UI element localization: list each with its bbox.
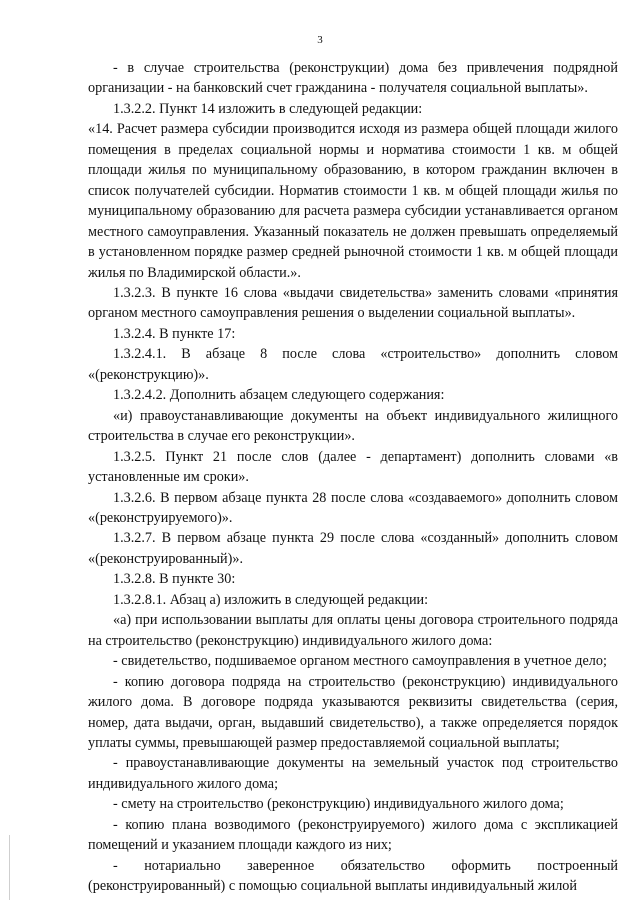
paragraph: - свидетельство, подшиваемое органом местного самоуправления в учетное дело; (113, 653, 607, 670)
paragraph: 1.3.2.5. Пункт 21 после слов (далее - департамент) дополнить словами «в установленные им сроки». (88, 448, 618, 486)
paragraph: 1.3.2.4.1. В абзаце 8 после слова «строительство» дополнить словом «(реконструкцию)». (88, 346, 618, 383)
scan-edge-mark (9, 835, 10, 900)
paragraph: 1.3.2.3. В пункте 16 слова «выдачи свидетельства» заменить словами «принятия органом местного самоуправления решения о выделении социальной выплаты». (88, 284, 618, 322)
document-body (88, 58, 618, 897)
paragraph: 1.3.2.4. В пункте 17: (113, 325, 236, 342)
paragraph: «а) при использовании выплаты для оплаты цены договора строительного подряда на строительство (реконструкцию) индивидуального жилого дома: (88, 612, 618, 649)
paragraph: 1.3.2.8.1. Абзац а) изложить в следующей редакции: (113, 591, 429, 608)
paragraph: 1.3.2.4.2. Дополнить абзацем следующего содержания: (113, 387, 445, 404)
paragraph: - нотариально заверенное обязательство оформить построенный (реконструированный) с помощью социальной выплаты индивидуальный жилой (88, 857, 618, 895)
paragraph: - смету на строительство (реконструкцию) индивидуального жилого дома; (113, 796, 564, 813)
paragraph: - копию плана возводимого (реконструируемого) жилого дома с экспликацией помещений и указанием площади каждого из них; (88, 816, 618, 854)
page-number: 3 (317, 34, 323, 46)
paragraph: - правоустанавливающие документы на земельный участок под строительство индивидуального жилого дома; (88, 755, 618, 792)
paragraph: «14. Расчет размера субсидии производится исходя из размера общей площади жилого помещения в пределах социальной нормы и норматива стоимости 1 кв. м общей площади жилья по муниципальному образованию, в котором гражданин включен в список получателей субсидии. Норматив стоимости 1 кв. м общей площади жилья по муниципальному образованию для расчета размера субсидии устанавливается органом местного самоуправления. Указанный показатель не должен превышать определяемый в установленном порядке размер средней рыночной стоимости 1 кв. м общей площади жилья по Владимирской области.». (88, 121, 618, 281)
paragraph: - в случае строительства (реконструкции) дома без привлечения подрядной организации - на банковский счет гражданина - получателя социальной выплаты». (88, 60, 618, 97)
paragraph: 1.3.2.8. В пункте 30: (113, 571, 236, 588)
paragraph: 1.3.2.6. В первом абзаце пункта 28 после слова «создаваемого» дополнить словом «(реконструируемого)». (88, 489, 618, 526)
paragraph: 1.3.2.7. В первом абзаце пункта 29 после слова «созданный» дополнить словом «(реконструированный)». (88, 530, 618, 567)
paragraph: 1.3.2.2. Пункт 14 изложить в следующей редакции: (113, 100, 423, 117)
paragraph: - копию договора подряда на строительство (реконструкцию) индивидуального жилого дома. В договоре подряда указываются реквизиты свидетельства (серия, номер, дата выдачи, орган, выдавший свидетельство), а также определяется порядок уплаты суммы, превышающей размер предоставляемой социальной выплаты; (88, 673, 618, 751)
paragraph: «и) правоустанавливающие документы на объект индивидуального жилищного строительства в случае его реконструкции». (88, 407, 618, 445)
